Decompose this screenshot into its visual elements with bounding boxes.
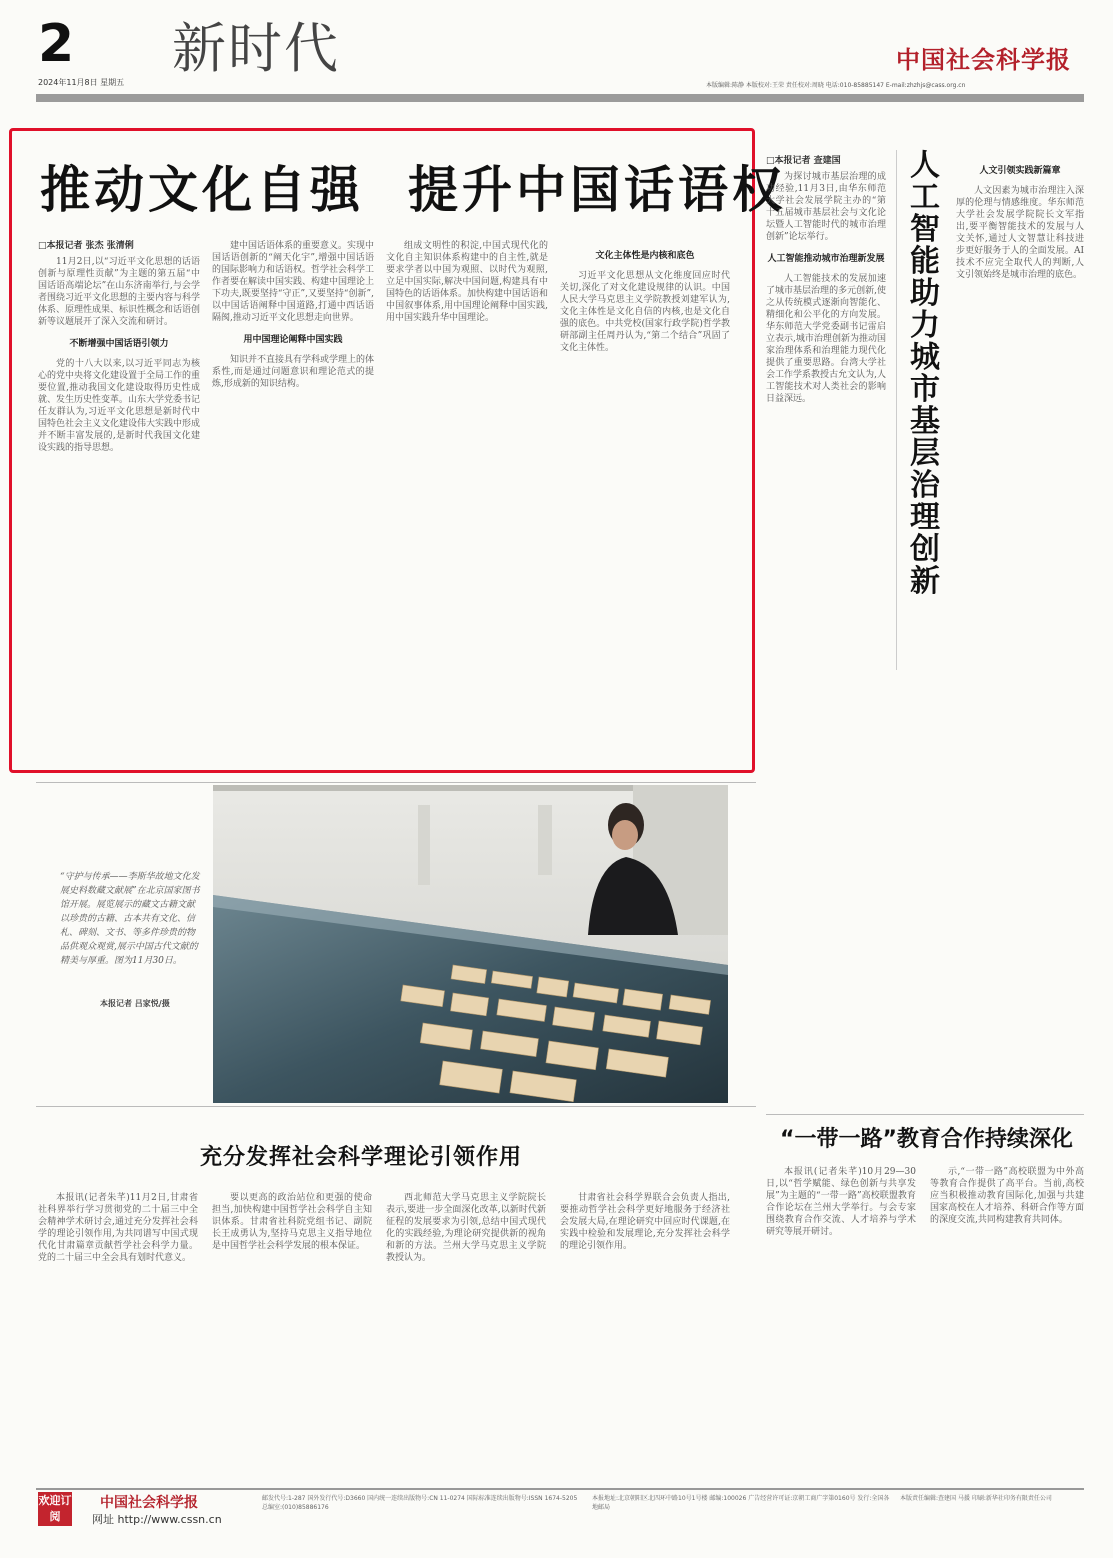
lead-col1-text: 11月2日,以“习近平文化思想的话语创新与原理性贡献”为主题的第五届“中国话语高端论坛”在山东济南举行,与会学者围绕习近平文化思想的主要内容与科学体系、原理性成果、标识性概念和话语创新等议题展开了深入交流和研讨。 — [38, 257, 200, 327]
subscribe-badge[interactable]: 欢迎订阅 — [38, 1492, 72, 1526]
masthead-rule — [36, 94, 1084, 102]
lead-col4-text: 习近平文化思想从文化维度回应时代关切,深化了对文化建设规律的认识。中国人民大学马克思主义学院教授刘建军认为,文化主体性是文化自信的内核,也是文化自强的底色。中共党校(国家行政学院)哲学教研部副主任周丹认为,“第二个结合”巩固了文化主体性。 — [560, 271, 730, 353]
social-col4-text: 甘肃省社会科学界联合会负责人指出,要推动哲学社会科学更好地服务于经济社会发展大局,在理论研究中回应时代课题,在实践中检验和发展理论,充分发挥社会科学的理论引领作用。 — [560, 1193, 730, 1251]
side-body-2: 人文因素为城市治理注入深厚的伦理与情感维度。华东师范大学社会发展学院院长文军指出,要平衡智能技术的发展与人文关怀,通过人文智慧让科技进步更好服务于人的全面发展。AI技术不应完全取代人的判断,人文引领始终是城市治理的底色。 — [956, 186, 1084, 280]
belt-headline: “一带一路”教育合作持续深化 — [780, 1127, 1073, 1152]
social-col-1 — [38, 1192, 198, 1472]
side-col-2 — [956, 155, 1084, 1075]
side-title: 人工智能助力城市基层治理创新 — [910, 148, 940, 599]
lead-col-4 — [560, 240, 730, 740]
lead-col2b-text: 知识并不直接具有学科或学理上的体系性,而是通过问题意识和理论范式的提炼,形成新的知识结构。 — [212, 355, 374, 389]
lead-subhead-2: 用中国理论阐释中国实践 — [243, 335, 343, 345]
social-col1-text: 本报讯(记者朱芊)11月2日,甘肃省社科界举行学习贯彻党的二十届三中全会精神学术研讨会,通过充分发挥社会科学的理论引领作用,为共同谱写中国式现代化甘肃篇章贡献哲学社会科学力量。党的二十届三中全会具有划时代意义。 — [38, 1193, 198, 1263]
side-intro: 为探讨城市基层治理的成功经验,11月3日,由华东师范大学社会发展学院主办的“第十五届城市基层社会与文化论坛暨人工智能时代的城市治理创新”论坛举行。 — [766, 172, 886, 242]
social-col-2 — [212, 1192, 372, 1472]
lead-headline — [40, 150, 830, 222]
lead-col3-text: 组成文明性的积淀,中国式现代化的文化自主知识体系构建中的自主性,就是要求学者以中国为观照、以时代为观照,立足中国实际,解决中国问题,构建具有中国特色的话语体系。加快构建中国话语和中国叙事体系,用中国理论阐释中国实践,用中国实践升华中国理论。 — [386, 241, 548, 323]
photo-caption: “守护与传承——李斯华故地文化发展史料数藏文献展”在北京国家图书馆开展。展览展示的藏文古籍文献以珍贵的古籍、古本共有文化、信札、碑刻、文书、等多件珍贵的物品供观众观赏,展示中国古代文献的精美与厚重。图为11月30日。 — [60, 872, 200, 966]
social-col3-text: 西北师范大学马克思主义学院院长表示,要进一步全面深化改革,以新时代新征程的发展要求为引领,总结中国式现代化的实践经验,为理论研究提供新的视角和新的方法。兰州大学马克思主义学院教授认为。 — [386, 1193, 546, 1263]
lead-col2-text: 建中国话语体系的重要意义。实现中国话语创新的“阐天化宇”,增强中国话语的国际影响力和话语权。哲学社会科学工作者要在解读中国实践、构建中国理论上下功夫,既要坚持“守正”,又要坚持“创新”,以中国话语阐释中国道路,打通中西话语隔阂,推动习近平文化思想走向世界。 — [212, 241, 374, 323]
belt-col2-text: 示,“一带一路”高校联盟为中外高等教育合作提供了高平台。当前,高校应当积极推动教育国际化,加强与共建国家高校在人才培养、科研合作等方面的深度交流,共同构建教育共同体。 — [930, 1167, 1084, 1225]
exhibition-photo-image — [213, 785, 728, 1103]
lead-subhead-1: 不断增强中国话语引领力 — [69, 339, 169, 349]
lead-headline-left: 推动文化自强 — [40, 161, 364, 219]
lead-subhead-3: 文化主体性是内核和底色 — [595, 251, 695, 261]
editor-info: 本版编辑:陈静 本版校对:王荣 责任校对:周晓 电话:010-85885147 E-mail:zhzhjs@cass.org.cn — [706, 82, 966, 89]
footer-brand: 中国社会科学报 — [100, 1495, 198, 1511]
side-divider — [896, 150, 897, 670]
issue-date: 2024年11月8日 星期五 — [38, 78, 125, 87]
belt-col-1 — [766, 1166, 916, 1472]
social-col-3 — [386, 1192, 546, 1472]
footer-info-2: 本报地址:北京朝阳区北四环中路10号1号楼 邮编:100026 广告经营许可证:京朝工商广字第0160号 发行:全国各地邮局 — [592, 1495, 890, 1511]
photo-credit: 本报记者 吕家悦/摄 — [100, 998, 170, 1008]
side-byline: □本报记者 查建国 — [766, 156, 841, 166]
page-number: 2 — [38, 14, 75, 74]
photo-top-rule — [36, 782, 756, 783]
belt-top-rule — [766, 1114, 1084, 1115]
lead-col1b-text: 党的十八大以来,以习近平同志为核心的党中央将文化建设置于全局工作的重要位置,推动我国文化建设取得历史性成就、发生历史性变革。山东大学党委书记任友群认为,习近平文化思想是新时代中国特色社会主义文化建设伟大实践中形成并不断丰富发展的,是新时代我国文化建设实践的指导思想。 — [38, 359, 200, 453]
side-body-1: 人工智能技术的发展加速了城市基层治理的多元创新,使之从传统模式逐渐向智能化、精细化和公平化的方向发展。华东师范大学党委副书记雷启立表示,城市治理创新为推动国家治理体系和治理能力现代化提供了重要思路。台湾大学社会工作学系教授古允文认为,人工智能技术对人类社会的影响日益深远。 — [766, 274, 886, 404]
lead-col-2 — [212, 240, 374, 740]
section-title: 新时代 — [172, 17, 340, 80]
lead-col-1 — [38, 240, 200, 740]
social-headline: 充分发挥社会科学理论引领作用 — [200, 1145, 523, 1170]
footer-info-1: 邮发代号:1-287 国外发行代号:D3660 国内统一连续出版物号:CN 11-0274 国际标准连续出版物号:ISSN 1674-5205 总编室:(010)85886176 — [262, 1495, 578, 1511]
social-col-4 — [560, 1192, 730, 1472]
lead-byline: □本报记者 张杰 张清俐 — [38, 241, 134, 251]
side-subhead-1: 人工智能推动城市治理新发展 — [767, 254, 885, 264]
footer-url[interactable]: 网址 http://www.cssn.cn — [92, 1513, 222, 1526]
lead-headline-right: 提升中国话语权 — [408, 161, 786, 219]
belt-col1-text: 本报讯(记者朱芊)10月29—30日,以“哲学赋能、绿色创新与共享发展”为主题的“一带一路”高校联盟教育合作论坛在兰州大学举行。与会专家围绕教育合作交流、人才培养与学术研究等展开研讨。 — [766, 1167, 916, 1237]
newspaper-brand: 中国社会科学报 — [896, 45, 1071, 74]
social-col2-text: 要以更高的政治站位和更强的使命担当,加快构建中国哲学社会科学自主知识体系。甘肃省社科院党组书记、副院长王成勇认为,坚持马克思主义指导地位是中国哲学社会科学发展的根本保证。 — [212, 1193, 372, 1251]
photo-bottom-rule — [36, 1106, 756, 1107]
belt-col-2 — [930, 1166, 1084, 1472]
side-col-1 — [766, 155, 886, 1075]
exhibition-photo — [213, 785, 728, 1103]
side-subhead-2: 人文引领实践新篇章 — [979, 166, 1061, 176]
footer-info-3: 本版责任编辑:查建国 马援 印刷:新华社印务有限责任公司 — [900, 1495, 1052, 1502]
lead-col-3 — [386, 240, 548, 740]
